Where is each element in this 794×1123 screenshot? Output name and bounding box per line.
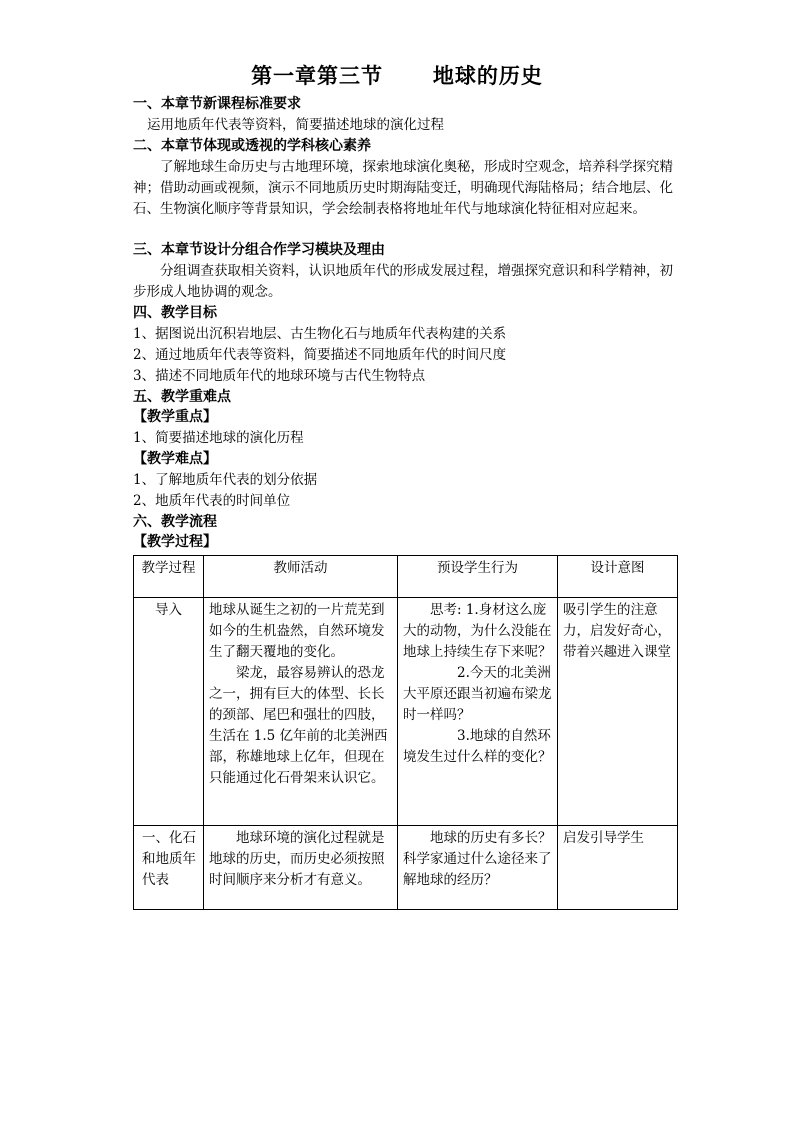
header-stage: 教学过程	[134, 556, 204, 598]
difficult-point-item: 2、地质年代表的时间单位	[133, 493, 291, 509]
header-intent: 设计意图	[558, 556, 678, 598]
student-cell	[398, 598, 558, 826]
teacher-cell: 地球环境的演化过程就是地球的历史，而历史必须按照时间顺序来分析才有意义。	[204, 826, 398, 910]
section-3-heading: 三、本章节设计分组合作学习模块及理由	[133, 242, 385, 258]
stage-cell: 导入	[134, 598, 204, 826]
process-label: 【教学过程】	[133, 534, 217, 550]
header-student: 预设学生行为	[398, 556, 558, 598]
table-row	[134, 826, 678, 910]
table-row	[134, 598, 678, 826]
header-teacher: 教师活动	[204, 556, 398, 598]
student-paragraph: 3.地球的自然环境发生过什么样的变化？	[403, 728, 552, 765]
teacher-paragraph: 地球从诞生之初的一片荒芜到如今的生机盎然，自然环境发生了翻天覆地的变化。	[209, 602, 385, 660]
section-6-heading: 六、教学流程	[133, 514, 217, 530]
section-2-heading: 二、本章节体现或透视的学科核心素养	[133, 138, 371, 154]
section-3-text: 分组调查获取相关资料，认识地质年代的形成发展过程，增强探究意识和科学精神，初步形成人地协调的观念。	[133, 263, 673, 300]
section-5-heading: 五、教学重难点	[133, 389, 231, 405]
intent-cell: 启发引导学生	[558, 826, 678, 910]
difficult-points-label: 【教学难点】	[133, 451, 217, 467]
key-points-label: 【教学重点】	[133, 409, 217, 425]
objective-item: 2、通过地质年代表等资料，简要描述不同地质年代的时间尺度	[133, 347, 507, 363]
difficult-point-item: 1、了解地质年代表的划分依据	[133, 472, 318, 488]
section-1-text: 运用地质年代表等资料，简要描述地球的演化过程	[147, 117, 444, 133]
student-paragraph: 思考: 1.身材这么庞大的动物，为什么没能在地球上持续生存下来呢？	[403, 602, 552, 660]
key-point-item: 1、简要描述地球的演化历程	[133, 430, 304, 446]
student-cell: 地球的历史有多长？科学家通过什么途径来了解地球的经历？	[398, 826, 558, 910]
student-paragraph: 2.今天的北美洲大平原还跟当初遍布梁龙时一样吗？	[403, 665, 552, 723]
objective-item: 1、据图说出沉积岩地层、古生物化石与地质年代表构建的关系	[133, 326, 507, 342]
teacher-cell	[204, 598, 398, 826]
document-title: 第一章第三节 地球的历史	[251, 63, 543, 88]
teacher-paragraph: 梁龙，最容易辨认的恐龙之一，拥有巨大的体型、长长的颈部、尾巴和强壮的四肢，生活在 1.5 亿年前的北美洲西部，称雄地球上亿年，但现在只能通过化石骨架来认识它。	[209, 665, 388, 786]
stage-cell: 一、化石和地质年代表	[134, 826, 204, 910]
section-4-heading: 四、教学目标	[133, 305, 217, 321]
teaching-process-table	[133, 555, 678, 910]
intent-cell: 吸引学生的注意力，启发好奇心，带着兴趣进入课堂	[558, 598, 678, 826]
section-2-text: 了解地球生命历史与古地理环境，探索地球演化奥秘，形成时空观念，培养科学探究精神；借助动画或视频，演示不同地质历史时期海陆变迁，明确现代海陆格局；结合地层、化石、生物演化顺序等背景知识，学会绘制表格将地址年代与地球演化特征相对应起来。	[133, 159, 673, 217]
section-1-heading: 一、本章节新课程标准要求	[133, 96, 301, 112]
table-header-row	[134, 556, 678, 598]
objective-item: 3、描述不同地质年代的地球环境与古代生物特点	[133, 368, 426, 384]
